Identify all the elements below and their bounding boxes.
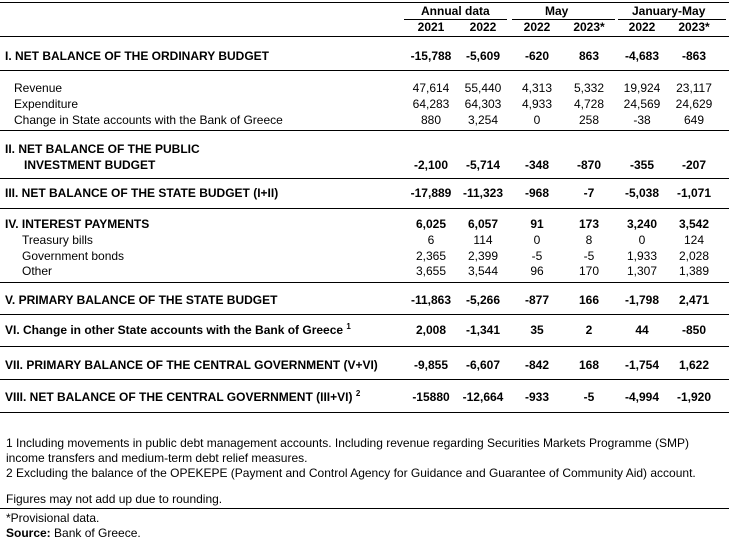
table-cell: -38 [633, 113, 651, 127]
row-divider [0, 178, 729, 179]
table-cell: 3,542 [678, 217, 710, 231]
top-rule [0, 2, 729, 3]
group-january-may: January-May [632, 4, 706, 18]
table-cell: -1,754 [624, 358, 660, 372]
table-cell: 6,025 [415, 217, 447, 231]
table-cell: -348 [524, 158, 550, 172]
rounding-note: Figures may not add up due to rounding. [6, 492, 223, 506]
footnote-2: 2 Excluding the balance of the OPEKEPE (Payment and Control Agency for Guidance and Guarantee of Community Aid) account. [6, 466, 696, 480]
table-cell: -5,038 [624, 186, 660, 200]
footnote-1-line-2: income transfers and medium-term debt relief measures. [6, 451, 308, 465]
table-cell: -877 [524, 293, 550, 307]
row-label-text: VI. Change in other State accounts with the Bank of Greece [5, 323, 344, 337]
table-bottom-rule [0, 412, 729, 413]
table-cell: -4,994 [624, 390, 660, 404]
row-label-primary-balance-state-budget: V. PRIMARY BALANCE OF THE STATE BUDGET [5, 293, 278, 307]
table-cell: 0 [533, 113, 541, 127]
provisional-note: *Provisional data. [6, 511, 100, 525]
group-may: May [545, 4, 569, 18]
row-label-primary-balance-central-government: VII. PRIMARY BALANCE OF THE CENTRAL GOVERNMENT (V+VI) [5, 358, 378, 372]
source-label: Source: [6, 526, 51, 540]
table-cell: 168 [578, 358, 600, 372]
table-cell: -5 [531, 249, 543, 263]
table-cell: 3,254 [467, 113, 499, 127]
row-divider [0, 130, 729, 131]
table-cell: 2,365 [415, 249, 447, 263]
row-divider [0, 379, 729, 380]
table-cell: 649 [683, 113, 705, 127]
table-cell: -7 [583, 186, 595, 200]
table-cell: 2,028 [678, 249, 710, 263]
table-cell: 0 [533, 233, 541, 247]
table-cell: 170 [578, 264, 600, 278]
table-cell: -17,889 [410, 186, 452, 200]
table-cell: -5,266 [465, 293, 501, 307]
table-cell: 2,471 [678, 293, 710, 307]
table-cell: -5,714 [465, 158, 501, 172]
table-cell: -620 [524, 49, 550, 63]
table-cell: -1,071 [676, 186, 712, 200]
table-cell: 6,057 [467, 217, 499, 231]
table-cell: -15,788 [410, 49, 452, 63]
table-cell: -5 [583, 390, 595, 404]
table-cell: 124 [683, 233, 705, 247]
table-cell: -11,323 [462, 186, 504, 200]
row-label-net-balance-central-government [5, 390, 360, 404]
year-header: 2021 [417, 20, 445, 34]
table-cell: -1,798 [624, 293, 660, 307]
table-cell: 64,283 [412, 97, 450, 111]
table-cell: -207 [681, 158, 707, 172]
year-header: 2022 [523, 20, 551, 34]
table-cell: -4,683 [624, 49, 660, 63]
row-label-change-state-accounts: Change in State accounts with the Bank of Greece [14, 113, 283, 127]
row-label-net-balance-ordinary-budget: I. NET BALANCE OF THE ORDINARY BUDGET [5, 49, 270, 63]
table-cell: 24,629 [675, 97, 713, 111]
table-cell: 91 [530, 217, 544, 231]
table-cell: 64,303 [464, 97, 502, 111]
row-label-government-bonds: Government bonds [22, 249, 125, 263]
table-cell: 0 [638, 233, 646, 247]
table-cell: -933 [524, 390, 550, 404]
row-divider [0, 70, 729, 71]
table-cell: -11,863 [410, 293, 452, 307]
table-cell: 47,614 [412, 81, 450, 95]
table-cell: 5,332 [573, 81, 605, 95]
footer-divider [0, 508, 729, 509]
row-divider [0, 346, 729, 347]
table-cell: -15880 [412, 390, 450, 404]
row-label-text: VIII. NET BALANCE OF THE CENTRAL GOVERNMENT (III+VI) [5, 390, 353, 404]
table-cell: 258 [578, 113, 600, 127]
table-cell: -850 [681, 323, 707, 337]
year-header: 2022 [628, 20, 656, 34]
table-cell: 4,313 [521, 81, 553, 95]
row-label-change-other-state-accounts [5, 323, 351, 337]
table-cell: -6,607 [465, 358, 501, 372]
table-cell: 2,008 [415, 323, 447, 337]
header-bottom-rule [0, 36, 729, 37]
table-cell: 166 [578, 293, 600, 307]
table-cell: 6 [427, 233, 435, 247]
footnote-marker: 1 [346, 322, 351, 331]
table-cell: 3,544 [467, 264, 499, 278]
row-divider [0, 314, 729, 315]
footnote-marker: 2 [355, 389, 361, 398]
table-cell: -1,341 [465, 323, 501, 337]
table-cell: 35 [530, 323, 544, 337]
table-cell: 880 [420, 113, 442, 127]
table-cell: 1,389 [678, 264, 710, 278]
table-cell: 4,728 [573, 97, 605, 111]
source-note [6, 526, 141, 540]
row-label-treasury-bills: Treasury bills [22, 233, 93, 247]
table-cell: 23,117 [676, 81, 712, 95]
footnote-1-line-1: 1 Including movements in public debt management accounts. Including revenue regarding Securities Markets Programme (SMP) [6, 436, 690, 450]
table-cell: -5 [583, 249, 595, 263]
table-cell: 4,933 [521, 97, 553, 111]
table-cell: 44 [635, 323, 649, 337]
table-cell: 1,622 [678, 358, 710, 372]
table-cell: -5,609 [465, 49, 501, 63]
row-label-net-balance-public: II. NET BALANCE OF THE PUBLIC [5, 142, 200, 156]
year-header: 2023* [573, 20, 605, 34]
table-cell: 2,399 [467, 249, 499, 263]
year-header: 2023* [678, 20, 710, 34]
year-header: 2022 [469, 20, 497, 34]
table-cell: 173 [578, 217, 600, 231]
row-divider [0, 282, 729, 283]
table-cell: -870 [576, 158, 602, 172]
table-cell: -842 [524, 358, 550, 372]
table-cell: 8 [585, 233, 593, 247]
table-cell: 2 [585, 323, 593, 337]
table-cell: 19,924 [623, 81, 661, 95]
row-label-interest-payments: IV. INTEREST PAYMENTS [5, 217, 150, 231]
table-cell: -12,664 [462, 390, 504, 404]
source-value: Bank of Greece. [50, 526, 141, 540]
table-cell: -1,920 [676, 390, 712, 404]
row-divider [0, 208, 729, 209]
row-label-expenditure: Expenditure [14, 97, 79, 111]
table-cell: 1,307 [626, 264, 658, 278]
table-cell: -9,855 [413, 358, 449, 372]
row-label-revenue: Revenue [14, 81, 63, 95]
row-label-other: Other [22, 264, 53, 278]
table-cell: 3,240 [626, 217, 658, 231]
row-label-net-balance-state-budget: III. NET BALANCE OF THE STATE BUDGET (I+II) [5, 186, 279, 200]
table-cell: 3,655 [415, 264, 447, 278]
row-label-investment-budget: INVESTMENT BUDGET [24, 158, 156, 172]
table-cell: -863 [681, 49, 707, 63]
table-cell: -968 [524, 186, 550, 200]
group-annual-data: Annual data [421, 4, 490, 18]
table-cell: 114 [473, 233, 493, 247]
table-cell: -2,100 [413, 158, 449, 172]
table-cell: 863 [578, 49, 600, 63]
table-cell: 55,440 [464, 81, 502, 95]
table-cell: 24,569 [623, 97, 661, 111]
table-cell: -355 [629, 158, 655, 172]
table-cell: 96 [530, 264, 544, 278]
table-cell: 1,933 [626, 249, 658, 263]
